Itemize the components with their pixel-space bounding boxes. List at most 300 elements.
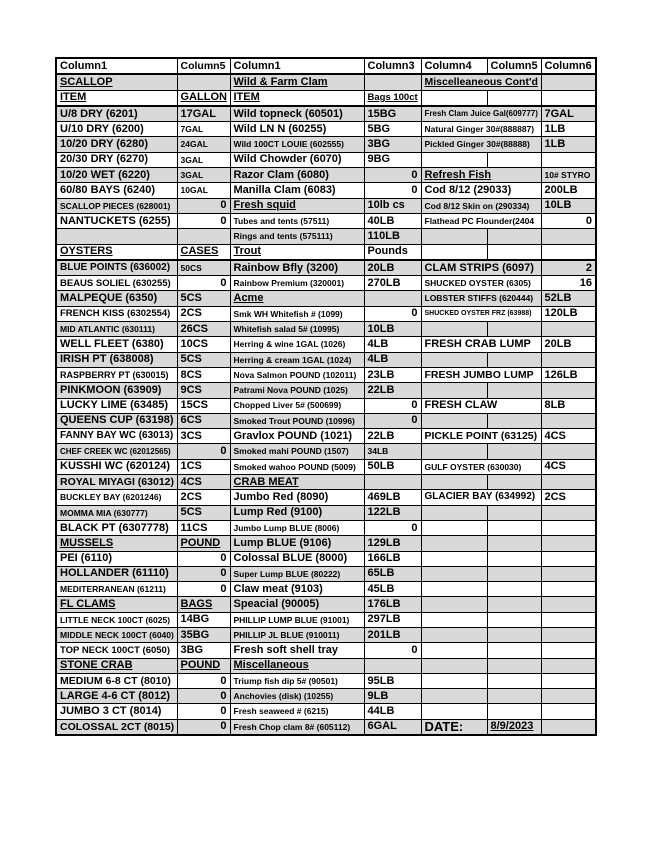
cell-r5-c: Wild 100CT LOUIE (602555) — [230, 137, 364, 152]
cell-r17-c: Whitefish salad 5# (10995) — [230, 322, 364, 337]
cell-r23-c: Smoked Trout POUND (10996) — [230, 413, 364, 428]
cell-r30-e — [421, 520, 487, 535]
cell-r12-e — [421, 244, 487, 260]
cell-r10-c: Tubes and tents (57511) — [230, 213, 364, 228]
cell-r30-b: 11CS — [177, 520, 230, 535]
table-row — [56, 291, 596, 306]
cell-r14-a: BEAUS SOLIEL (630255) — [56, 276, 177, 291]
cell-r13-g: 2 — [541, 260, 596, 276]
cell-r25-b: 0 — [177, 444, 230, 459]
cell-r9-a: SCALLOP PIECES (628001) — [56, 198, 177, 213]
cell-r35-a: FL CLAMS — [56, 597, 177, 612]
cell-r36-f — [487, 612, 541, 627]
table-row — [56, 322, 596, 337]
cell-r14-d: 270LB — [364, 276, 421, 291]
cell-r3-c: Wild topneck (60501) — [230, 106, 364, 122]
cell-r35-d: 176LB — [364, 597, 421, 612]
cell-r25-e — [421, 444, 487, 459]
table-row — [56, 719, 596, 735]
cell-r18-c: Herring & wine 1GAL (1026) — [230, 337, 364, 352]
cell-r25-d: 34LB — [364, 444, 421, 459]
cell-r33-b: 0 — [177, 566, 230, 581]
cell-r39-a: STONE CRAB — [56, 658, 177, 673]
cell-r5-a: 10/20 DRY (6280) — [56, 137, 177, 152]
cell-r2-b: GALLON — [177, 90, 230, 106]
cell-r25-a: CHEF CREEK WC (62012565) — [56, 444, 177, 459]
cell-r0-g: Column6 — [541, 58, 596, 74]
table-row — [56, 673, 596, 688]
cell-r17-g — [541, 322, 596, 337]
cell-r1-g — [541, 74, 596, 90]
table-row — [56, 260, 596, 276]
cell-r37-f — [487, 627, 541, 642]
table-row — [56, 137, 596, 152]
table-row — [56, 505, 596, 520]
cell-r26-c: Smoked wahoo POUND (5009) — [230, 459, 364, 474]
cell-r38-d: 0 — [364, 643, 421, 658]
cell-r16-g: 120LB — [541, 306, 596, 321]
cell-r23-f — [487, 413, 541, 428]
cell-r29-f — [487, 505, 541, 520]
cell-r16-d: 0 — [364, 306, 421, 321]
cell-r6-f — [487, 152, 541, 167]
cell-r13-d: 20LB — [364, 260, 421, 276]
cell-r11-g — [541, 229, 596, 244]
cell-r21-e — [421, 383, 487, 398]
cell-r27-g — [541, 475, 596, 490]
cell-r16-a: FRENCH KISS (6302554) — [56, 306, 177, 321]
cell-r14-b: 0 — [177, 276, 230, 291]
cell-r34-e — [421, 582, 487, 597]
table-row — [56, 413, 596, 428]
cell-r18-b: 10CS — [177, 337, 230, 352]
cell-r21-f — [487, 383, 541, 398]
cell-r7-d: 0 — [364, 168, 421, 183]
cell-r40-e — [421, 673, 487, 688]
cell-r39-d — [364, 658, 421, 673]
cell-r27-e — [421, 475, 487, 490]
cell-r4-c: Wild LN N (60255) — [230, 122, 364, 137]
cell-r30-d: 0 — [364, 520, 421, 535]
cell-r37-g — [541, 627, 596, 642]
table-row — [56, 429, 596, 444]
cell-r34-c: Claw meat (9103) — [230, 582, 364, 597]
cell-r4-b: 7GAL — [177, 122, 230, 137]
cell-r5-d: 3BG — [364, 137, 421, 152]
cell-r42-e — [421, 704, 487, 719]
cell-r36-d: 297LB — [364, 612, 421, 627]
cell-r12-g — [541, 244, 596, 260]
cell-r28-g: 2CS — [541, 490, 596, 505]
cell-r42-g — [541, 704, 596, 719]
cell-r2-g — [541, 90, 596, 106]
cell-r18-g: 20LB — [541, 337, 596, 352]
cell-r40-f — [487, 673, 541, 688]
cell-r23-d: 0 — [364, 413, 421, 428]
cell-r9-g: 10LB — [541, 198, 596, 213]
seafood-inventory-table — [55, 57, 597, 736]
cell-r17-d: 10LB — [364, 322, 421, 337]
table-row — [56, 704, 596, 719]
cell-r33-e — [421, 566, 487, 581]
cell-r13-a: BLUE POINTS (636002) — [56, 260, 177, 276]
cell-r21-g — [541, 383, 596, 398]
cell-r11-e — [421, 229, 487, 244]
cell-r15-d — [364, 291, 421, 306]
cell-r17-b: 26CS — [177, 322, 230, 337]
table-row — [56, 536, 596, 551]
cell-r36-c: PHILLIP LUMP BLUE (91001) — [230, 612, 364, 627]
cell-r19-a: IRISH PT (638008) — [56, 352, 177, 367]
cell-r10-b: 0 — [177, 213, 230, 228]
cell-r15-b: 5CS — [177, 291, 230, 306]
cell-r39-b: POUND — [177, 658, 230, 673]
cell-r20-d: 23LB — [364, 367, 421, 382]
table-row — [56, 551, 596, 566]
cell-r41-b: 0 — [177, 689, 230, 704]
cell-r8-g: 200LB — [541, 183, 596, 198]
cell-r22-a: LUCKY LIME (63485) — [56, 398, 177, 413]
cell-r37-b: 35BG — [177, 627, 230, 642]
cell-r9-c: Fresh squid — [230, 198, 364, 213]
cell-r19-c: Herring & cream 1GAL (1024) — [230, 352, 364, 367]
cell-r37-d: 201LB — [364, 627, 421, 642]
cell-r28-a: BUCKLEY BAY (6201246) — [56, 490, 177, 505]
cell-r12-a: OYSTERS — [56, 244, 177, 260]
cell-r41-e — [421, 689, 487, 704]
table-row — [56, 490, 596, 505]
table-row — [56, 183, 596, 198]
table-row — [56, 306, 596, 321]
cell-r33-c: Super Lump BLUE (80222) — [230, 566, 364, 581]
cell-r31-c: Lump BLUE (9106) — [230, 536, 364, 551]
cell-r36-b: 14BG — [177, 612, 230, 627]
cell-r22-d: 0 — [364, 398, 421, 413]
cell-r8-d: 0 — [364, 183, 421, 198]
cell-r13-ef: CLAM STRIPS (6097) — [421, 260, 541, 276]
cell-r18-d: 4LB — [364, 337, 421, 352]
cell-r4-ef: Natural Ginger 30#(888887) — [421, 122, 541, 137]
cell-r39-e — [421, 658, 487, 673]
cell-r38-a: TOP NECK 100CT (6050) — [56, 643, 177, 658]
cell-r29-b: 5CS — [177, 505, 230, 520]
cell-r20-ef: FRESH JUMBO LUMP — [421, 367, 541, 382]
cell-r19-e — [421, 352, 487, 367]
table-row — [56, 582, 596, 597]
cell-r2-f — [487, 90, 541, 106]
table-row — [56, 520, 596, 535]
table-row — [56, 398, 596, 413]
cell-r5-g: 1LB — [541, 137, 596, 152]
cell-r32-f — [487, 551, 541, 566]
cell-r29-c: Lump Red (9100) — [230, 505, 364, 520]
cell-r27-d — [364, 475, 421, 490]
cell-r16-c: Smk WH Whitefish # (1099) — [230, 306, 364, 321]
cell-r19-g — [541, 352, 596, 367]
cell-r10-d: 40LB — [364, 213, 421, 228]
cell-r10-ef: Flathead PC Flounder(2404 — [421, 213, 541, 228]
cell-r11-b — [177, 229, 230, 244]
cell-r34-a: MEDITERRANEAN (61211) — [56, 582, 177, 597]
cell-r2-c: ITEM — [230, 90, 364, 106]
table-row — [56, 475, 596, 490]
cell-r20-g: 126LB — [541, 367, 596, 382]
table-row — [56, 276, 596, 291]
table-row — [56, 90, 596, 106]
table-row — [56, 459, 596, 474]
cell-r0-c: Column1 — [230, 58, 364, 74]
cell-r2-a: ITEM — [56, 90, 177, 106]
cell-r24-ef: PICKLE POINT (63125) — [421, 429, 541, 444]
cell-r39-g — [541, 658, 596, 673]
cell-r42-d: 44LB — [364, 704, 421, 719]
cell-r0-d: Column3 — [364, 58, 421, 74]
cell-r9-ef: Cod 8/12 Skin on (290334) — [421, 198, 541, 213]
cell-r39-f — [487, 658, 541, 673]
cell-r33-d: 65LB — [364, 566, 421, 581]
cell-r25-c: Smoked mahi POUND (1507) — [230, 444, 364, 459]
cell-r32-c: Colossal BLUE (8000) — [230, 551, 364, 566]
cell-r4-d: 5BG — [364, 122, 421, 137]
cell-r35-f — [487, 597, 541, 612]
table-row — [56, 213, 596, 228]
cell-r30-g — [541, 520, 596, 535]
cell-r35-c: Speacial (90005) — [230, 597, 364, 612]
cell-r15-g: 52LB — [541, 291, 596, 306]
cell-r38-e — [421, 643, 487, 658]
cell-r38-f — [487, 643, 541, 658]
cell-r34-b: 0 — [177, 582, 230, 597]
cell-r1-ef: Miscelleaneous Cont'd — [421, 74, 541, 90]
cell-r12-c: Trout — [230, 244, 364, 260]
cell-r26-b: 1CS — [177, 459, 230, 474]
cell-r33-g — [541, 566, 596, 581]
cell-r43-a: COLOSSAL 2CT (8015) — [56, 719, 177, 735]
cell-r27-b: 4CS — [177, 475, 230, 490]
cell-r31-e — [421, 536, 487, 551]
table-row — [56, 367, 596, 382]
cell-r41-a: LARGE 4-6 CT (8012) — [56, 689, 177, 704]
cell-r41-d: 9LB — [364, 689, 421, 704]
cell-r14-c: Rainbow Premium (320001) — [230, 276, 364, 291]
cell-r13-c: Rainbow Bfly (3200) — [230, 260, 364, 276]
cell-r36-g — [541, 612, 596, 627]
cell-r10-a: NANTUCKETS (6255) — [56, 213, 177, 228]
cell-r27-c: CRAB MEAT — [230, 475, 364, 490]
table-row — [56, 566, 596, 581]
cell-r6-d: 9BG — [364, 152, 421, 167]
cell-r42-c: Fresh seaweed # (6215) — [230, 704, 364, 719]
cell-r22-c: Chopped Liver 5# (500699) — [230, 398, 364, 413]
cell-r26-d: 50LB — [364, 459, 421, 474]
cell-r20-a: RASPBERRY PT (630015) — [56, 367, 177, 382]
table-row — [56, 122, 596, 137]
cell-r1-d — [364, 74, 421, 90]
cell-r13-b: 50CS — [177, 260, 230, 276]
cell-r40-d: 95LB — [364, 673, 421, 688]
cell-r34-f — [487, 582, 541, 597]
table-row — [56, 658, 596, 673]
table-row — [56, 383, 596, 398]
cell-r17-f — [487, 322, 541, 337]
cell-r36-e — [421, 612, 487, 627]
cell-r3-a: U/8 DRY (6201) — [56, 106, 177, 122]
cell-r15-ef: LOBSTER STIFFS (620444) — [421, 291, 541, 306]
cell-r21-b: 9CS — [177, 383, 230, 398]
cell-r35-g — [541, 597, 596, 612]
cell-r3-g: 7GAL — [541, 106, 596, 122]
cell-r33-f — [487, 566, 541, 581]
cell-r2-d: Bags 100ct — [364, 90, 421, 106]
cell-r34-d: 45LB — [364, 582, 421, 597]
cell-r43-d: 6GAL — [364, 719, 421, 735]
cell-r18-ef: FRESH CRAB LUMP — [421, 337, 541, 352]
cell-r7-b: 3GAL — [177, 168, 230, 183]
cell-r40-g — [541, 673, 596, 688]
cell-r3-ef: Fresh Clam Juice Gal(609777) — [421, 106, 541, 122]
cell-r7-c: Razor Clam (6080) — [230, 168, 364, 183]
cell-r38-b: 3BG — [177, 643, 230, 658]
cell-r26-g: 4CS — [541, 459, 596, 474]
cell-r31-d: 129LB — [364, 536, 421, 551]
spreadsheet-sheet — [55, 57, 597, 736]
cell-r34-g — [541, 582, 596, 597]
cell-r39-c: Miscellaneous — [230, 658, 364, 673]
cell-r26-ef: GULF OYSTER (630030) — [421, 459, 541, 474]
cell-r21-a: PINKMOON (63909) — [56, 383, 177, 398]
table-row — [56, 244, 596, 260]
table-row — [56, 627, 596, 642]
cell-r27-f — [487, 475, 541, 490]
cell-r28-c: Jumbo Red (8090) — [230, 490, 364, 505]
cell-r20-c: Nova Salmon POUND (102011) — [230, 367, 364, 382]
cell-r22-g: 8LB — [541, 398, 596, 413]
cell-r30-a: BLACK PT (6307778) — [56, 520, 177, 535]
cell-r12-f — [487, 244, 541, 260]
cell-r32-e — [421, 551, 487, 566]
cell-r1-b — [177, 74, 230, 90]
cell-r19-d: 4LB — [364, 352, 421, 367]
cell-r32-d: 166LB — [364, 551, 421, 566]
cell-r0-f: Column5 — [487, 58, 541, 74]
cell-r14-ef: SHUCKED OYSTER (6305) — [421, 276, 541, 291]
cell-r3-d: 15BG — [364, 106, 421, 122]
cell-r25-g — [541, 444, 596, 459]
cell-r11-c: Rings and tents (575111) — [230, 229, 364, 244]
cell-r15-a: MALPEQUE (6350) — [56, 291, 177, 306]
cell-r5-ef: Pickled Ginger 30#(88888) — [421, 137, 541, 152]
table-row — [56, 74, 596, 90]
table-row — [56, 106, 596, 122]
cell-r31-b: POUND — [177, 536, 230, 551]
cell-r30-c: Jumbo Lump BLUE (8006) — [230, 520, 364, 535]
cell-r42-f — [487, 704, 541, 719]
table-row — [56, 352, 596, 367]
cell-r30-f — [487, 520, 541, 535]
cell-r29-d: 122LB — [364, 505, 421, 520]
cell-r35-b: BAGS — [177, 597, 230, 612]
cell-r1-a: SCALLOP — [56, 74, 177, 90]
cell-r40-a: MEDIUM 6-8 CT (8010) — [56, 673, 177, 688]
cell-r6-e — [421, 152, 487, 167]
cell-r3-b: 17GAL — [177, 106, 230, 122]
cell-r41-f — [487, 689, 541, 704]
cell-r12-d: Pounds — [364, 244, 421, 260]
cell-r2-e — [421, 90, 487, 106]
cell-r7-a: 10/20 WET (6220) — [56, 168, 177, 183]
cell-r40-c: Triump fish dip 5# (90501) — [230, 673, 364, 688]
cell-r41-c: Anchovies (disk) (10255) — [230, 689, 364, 704]
cell-r26-a: KUSSHI WC (620124) — [56, 459, 177, 474]
cell-r35-e — [421, 597, 487, 612]
table-row — [56, 689, 596, 704]
cell-r23-b: 6CS — [177, 413, 230, 428]
cell-r8-b: 10GAL — [177, 183, 230, 198]
table-row — [56, 612, 596, 627]
cell-r28-ef: GLACIER BAY (634992) — [421, 490, 541, 505]
cell-r43-c: Fresh Chop clam 8# (605112) — [230, 719, 364, 735]
cell-r14-g: 16 — [541, 276, 596, 291]
cell-r4-a: U/10 DRY (6200) — [56, 122, 177, 137]
cell-r11-f — [487, 229, 541, 244]
cell-r24-g: 4CS — [541, 429, 596, 444]
table-row — [56, 337, 596, 352]
cell-r11-a — [56, 229, 177, 244]
cell-r42-a: JUMBO 3 CT (8014) — [56, 704, 177, 719]
table-row — [56, 152, 596, 167]
cell-r29-a: MOMMA MIA (630777) — [56, 505, 177, 520]
cell-r0-e: Column4 — [421, 58, 487, 74]
cell-r32-g — [541, 551, 596, 566]
cell-r5-b: 24GAL — [177, 137, 230, 152]
cell-r9-b: 0 — [177, 198, 230, 213]
cell-r32-b: 0 — [177, 551, 230, 566]
cell-r33-a: HOLLANDER (61110) — [56, 566, 177, 581]
cell-r18-a: WELL FLEET (6380) — [56, 337, 177, 352]
cell-r6-a: 20/30 DRY (6270) — [56, 152, 177, 167]
cell-r21-d: 22LB — [364, 383, 421, 398]
cell-r23-g — [541, 413, 596, 428]
cell-r28-b: 2CS — [177, 490, 230, 505]
cell-r25-f — [487, 444, 541, 459]
cell-r0-a: Column1 — [56, 58, 177, 74]
table-row — [56, 168, 596, 183]
cell-r37-c: PHILLIP JL BLUE (910011) — [230, 627, 364, 642]
cell-r19-f — [487, 352, 541, 367]
cell-r43-e: DATE: — [421, 719, 487, 735]
cell-r40-b: 0 — [177, 673, 230, 688]
cell-r24-a: FANNY BAY WC (63013) — [56, 429, 177, 444]
cell-r22-b: 15CS — [177, 398, 230, 413]
cell-r32-a: PEI (6110) — [56, 551, 177, 566]
cell-r15-c: Acme — [230, 291, 364, 306]
cell-r17-e — [421, 322, 487, 337]
cell-r10-g: 0 — [541, 213, 596, 228]
cell-r8-c: Manilla Clam (6083) — [230, 183, 364, 198]
cell-r24-b: 3CS — [177, 429, 230, 444]
cell-r23-e — [421, 413, 487, 428]
cell-r9-d: 10lb cs — [364, 198, 421, 213]
cell-r23-a: QUEENS CUP (63198) — [56, 413, 177, 428]
cell-r31-g — [541, 536, 596, 551]
cell-r21-c: Patrami Nova POUND (1025) — [230, 383, 364, 398]
cell-r29-g — [541, 505, 596, 520]
cell-r16-ef: SHUCKED OYSTER FRZ (63988) — [421, 306, 541, 321]
cell-r43-b: 0 — [177, 719, 230, 735]
table-row — [56, 229, 596, 244]
cell-r38-g — [541, 643, 596, 658]
cell-r6-g — [541, 152, 596, 167]
